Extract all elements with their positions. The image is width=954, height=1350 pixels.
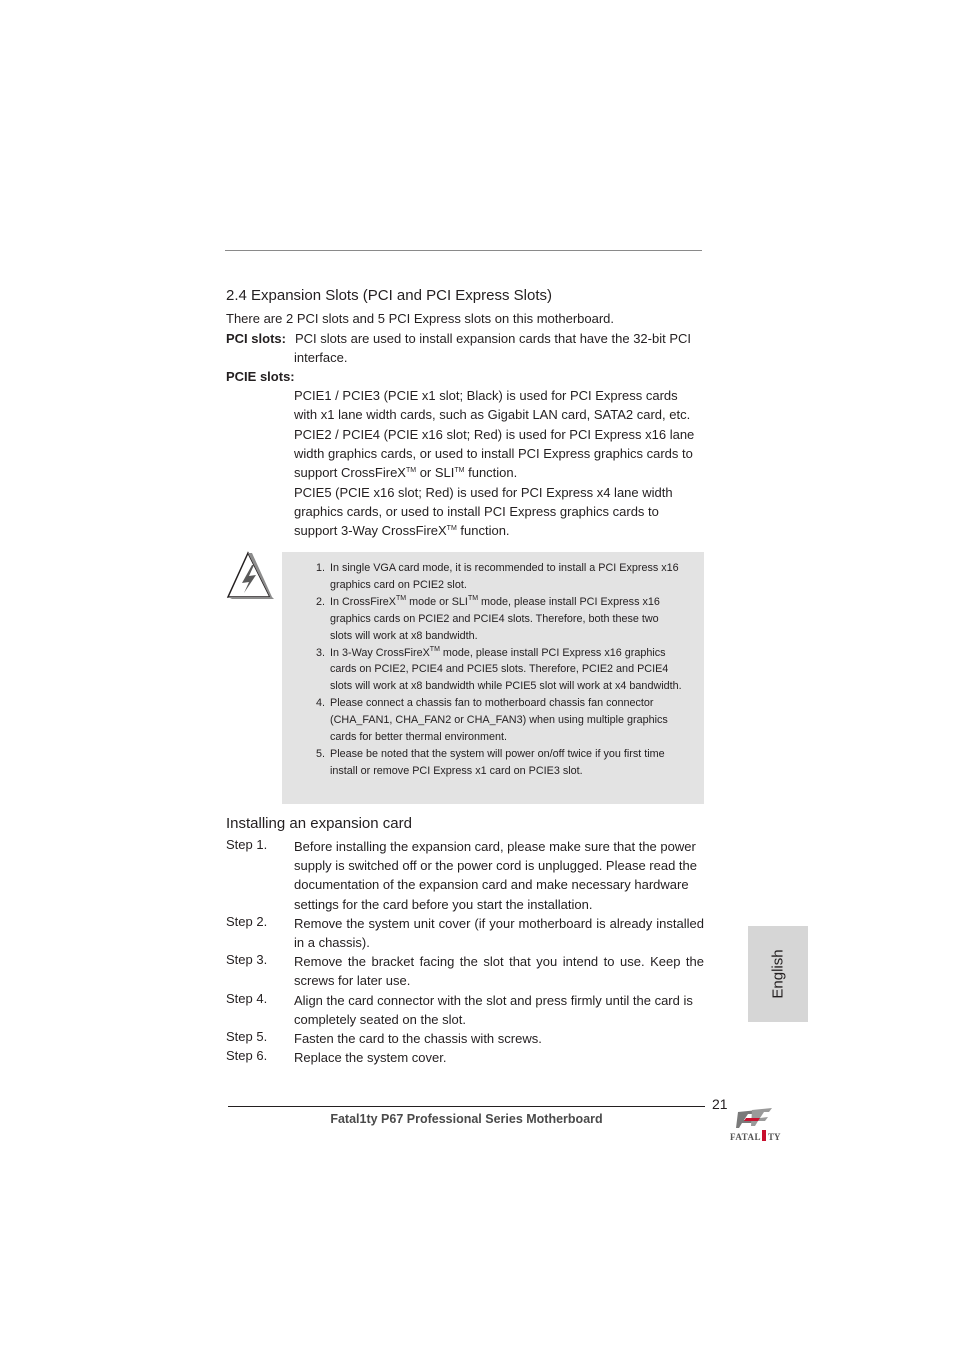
- footer-divider: [228, 1106, 705, 1107]
- language-tab: [748, 926, 808, 1022]
- step-text: Before installing the expansion card, please make sure that the power supply is switched off or the power cord is unplugged. Please read the documentation of the expansion card and make necessary hardware settings for the card before you start the installation.: [294, 839, 697, 912]
- step-label: Step 1.: [226, 837, 268, 852]
- step-label: Step 5.: [226, 1029, 268, 1044]
- note-list: [312, 560, 682, 780]
- step-label: Step 6.: [226, 1048, 268, 1063]
- warning-icon: [226, 551, 276, 601]
- note-item: 3. In 3-Way CrossFireX™ mode, please install PCI Express x16 graphics cards on PCIE2, PCIE4 and PCIE5 slots. Therefore, PCIE2 and PCIE4 slots will work at x8 bandwidth while PCIE5 slot will work at x4 bandwidth.: [316, 645, 682, 693]
- language-tab-label: English: [769, 949, 787, 999]
- svg-text:TY: TY: [768, 1132, 781, 1142]
- step-text: Replace the system cover.: [294, 1050, 447, 1065]
- pci-text-line2: interface.: [294, 350, 348, 365]
- note-item: 2. In CrossFireX™ mode or SLI™ mode, please install PCI Express x16 graphics cards on PCIE2 and PCIE4 slots. Therefore, both these two slots will work at x8 bandwidth.: [316, 594, 660, 642]
- step-label: Step 4.: [226, 991, 268, 1006]
- step-text: Align the card connector with the slot and press firmly until the card is completely seated on the slot.: [294, 993, 693, 1028]
- svg-text:FATAL: FATAL: [730, 1132, 761, 1142]
- top-divider: [225, 250, 702, 251]
- footer-title: Fatal1ty P67 Professional Series Motherboard: [330, 1112, 603, 1126]
- install-title: Installing an expansion card: [226, 815, 412, 832]
- step-text: Fasten the card to the chassis with screws.: [294, 1031, 542, 1046]
- section-title: 2.4 Expansion Slots (PCI and PCI Express Slots): [226, 287, 552, 304]
- note-item: 4. Please connect a chassis fan to motherboard chassis fan connector (CHA_FAN1, CHA_FAN2 or CHA_FAN3) when using multiple graphics cards for better thermal environment.: [316, 697, 668, 744]
- step-text: Remove the bracket facing the slot that you intend to use. Keep the screws for later use.: [294, 954, 704, 989]
- note-item: 1. In single VGA card mode, it is recommended to install a PCI Express x16 graphics card on PCIE2 slot.: [316, 562, 679, 591]
- note-item: 5. Please be noted that the system will power on/off twice if you first time install or remove PCI Express x1 card on PCIE3 slot.: [316, 747, 665, 777]
- pci-text-line1: PCI slots are used to install expansion cards that have the 32-bit PCI: [295, 331, 691, 346]
- pcie-para-3: PCIE5 (PCIE x16 slot; Red) is used for PCI Express x4 lane width graphics cards, or used to install PCI Express graphics cards to support 3-Way CrossFireX™ function.: [294, 485, 673, 539]
- fatal1ty-logo-icon: [728, 1104, 786, 1144]
- step-label: Step 2.: [226, 914, 268, 929]
- step-text: Remove the system unit cover (if your motherboard is already installed in a chassis).: [294, 916, 704, 951]
- note-box: [282, 552, 704, 804]
- page-number: 21: [712, 1096, 728, 1112]
- step-label: Step 3.: [226, 952, 268, 967]
- intro-text: There are 2 PCI slots and 5 PCI Express slots on this motherboard.: [226, 311, 615, 326]
- pci-label: PCI slots:: [226, 331, 286, 346]
- pcie-para-1: PCIE1 / PCIE3 (PCIE x1 slot; Black) is used for PCI Express cards with x1 lane width cards, such as Gigabit LAN card, SATA2 card, etc.: [294, 388, 691, 423]
- pcie-label: PCIE slots:: [226, 369, 295, 384]
- pcie-para-2: PCIE2 / PCIE4 (PCIE x16 slot; Red) is used for PCI Express x16 lane width graphics cards, or used to install PCI Express graphics cards to support CrossFireX™ or SLI™ function.: [294, 427, 695, 481]
